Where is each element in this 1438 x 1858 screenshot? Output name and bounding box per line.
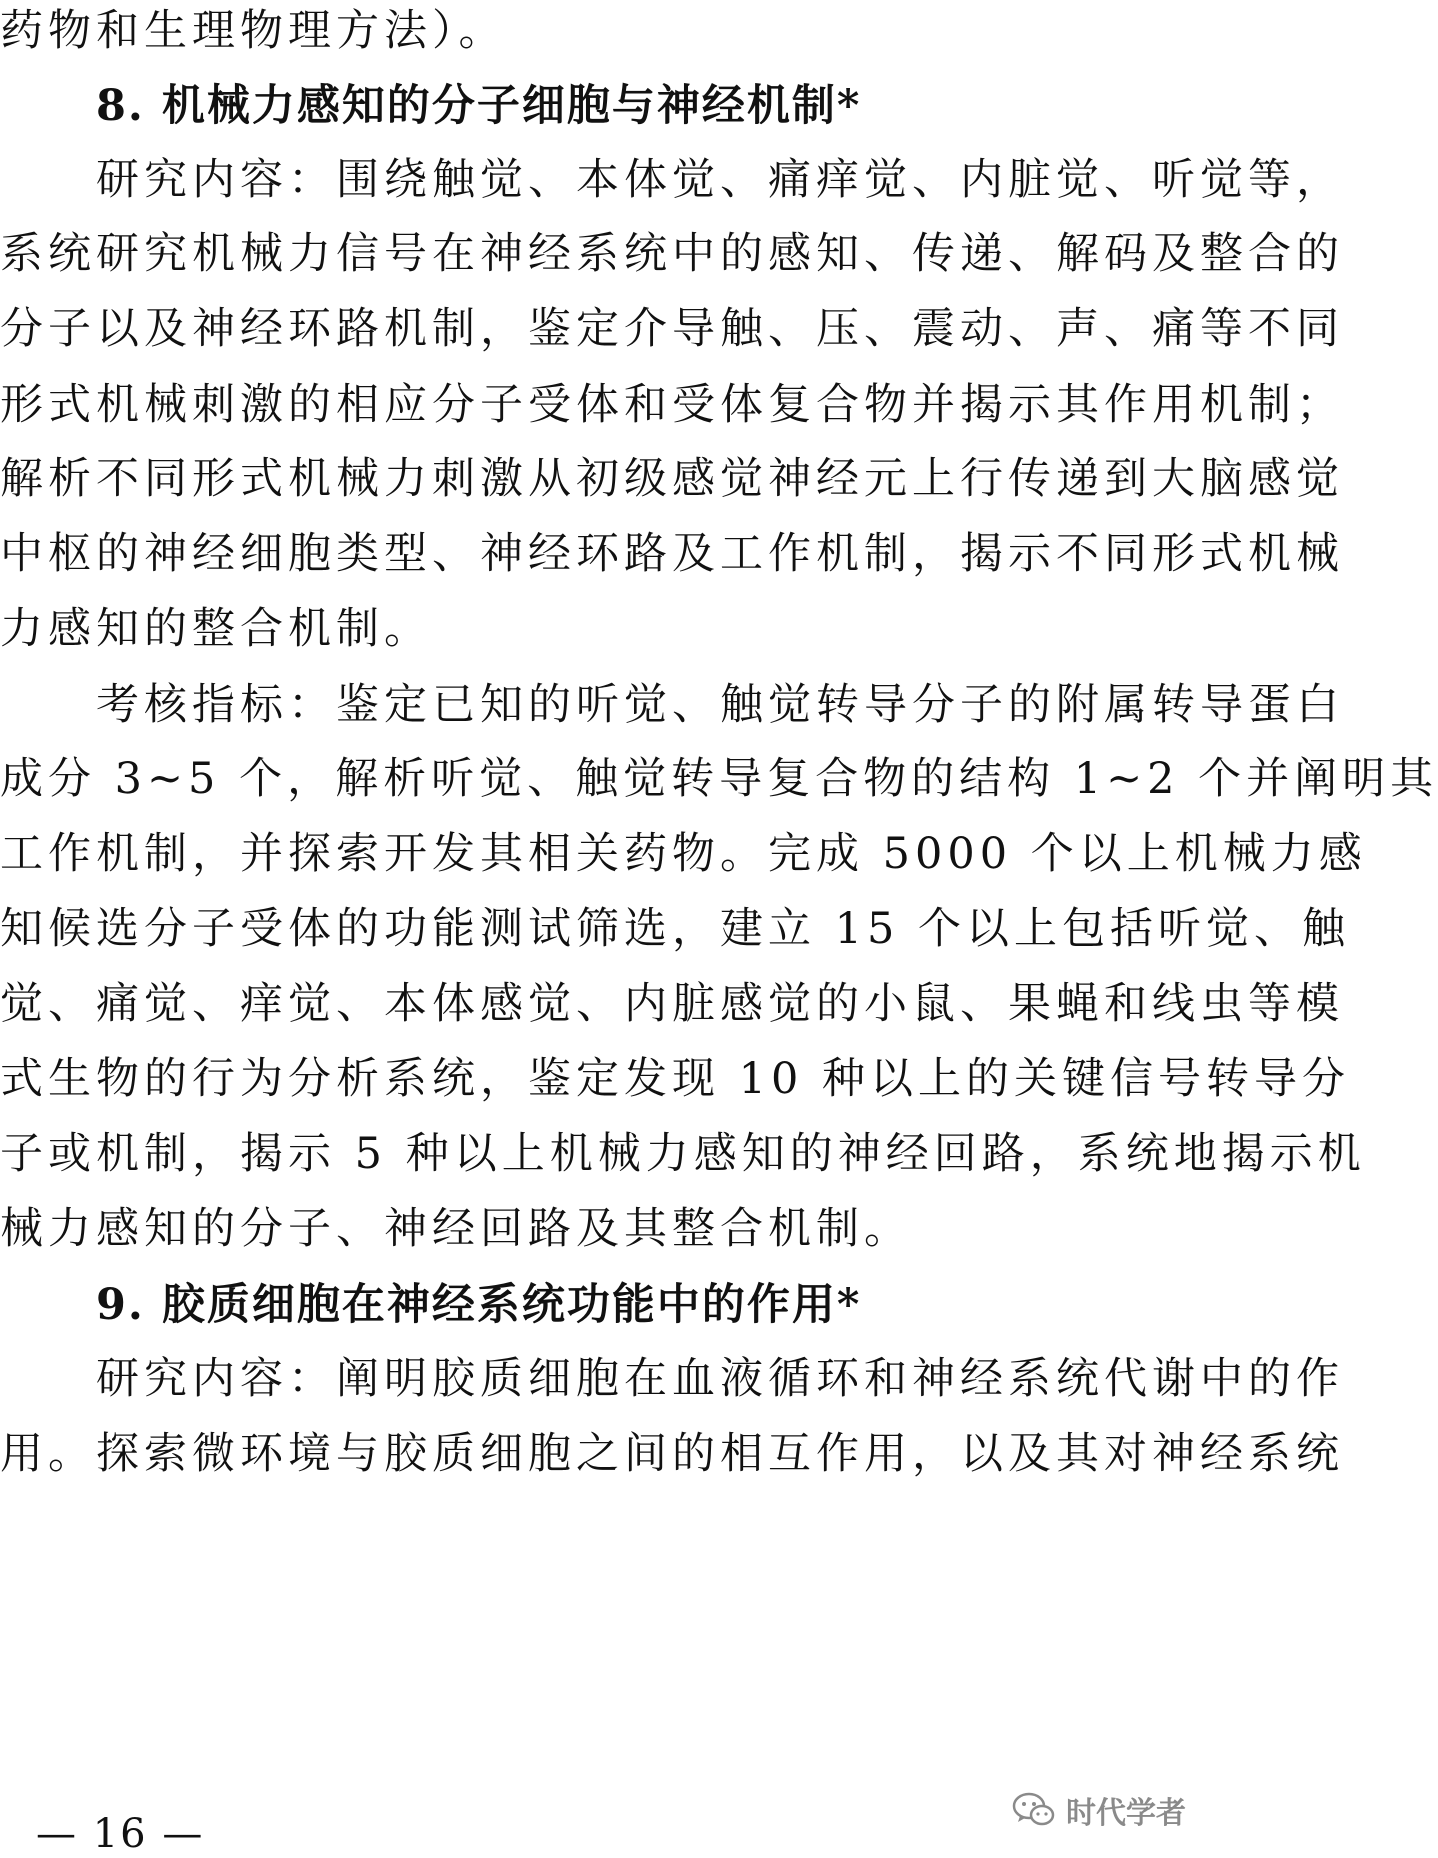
text-line: 药物和生理物理方法）。 — [0, 6, 507, 56]
wechat-icon — [1012, 1791, 1056, 1829]
paragraph-line: 研究内容：围绕触觉、本体觉、痛痒觉、内脏觉、听觉等， — [96, 155, 1344, 205]
paragraph-line: 考核指标：鉴定已知的听觉、触觉转导分子的附属转导蛋白 — [96, 680, 1344, 730]
paragraph-line: 系统研究机械力信号在神经系统中的感知、传递、解码及整合的 — [0, 229, 1344, 279]
paragraph-line: 械力感知的分子、神经回路及其整合机制。 — [0, 1204, 912, 1254]
paragraph-line: 形式机械刺激的相应分子受体和受体复合物并揭示其作用机制； — [0, 380, 1344, 430]
paragraph-line: 中枢的神经细胞类型、神经环路及工作机制，揭示不同形式机械 — [0, 529, 1344, 579]
paragraph-line: 工作机制，并探索开发其相关药物。完成 5000 个以上机械力感 — [0, 829, 1367, 879]
section-heading-9: 9. 胶质细胞在神经系统功能中的作用* — [96, 1280, 862, 1330]
watermark — [1012, 1782, 1186, 1838]
watermark-text: 时代学者 — [1066, 1797, 1186, 1830]
page-number: — 16 — — [36, 1811, 205, 1857]
paragraph-line: 子或机制，揭示 5 种以上机械力感知的神经回路，系统地揭示机 — [0, 1129, 1366, 1179]
section-heading-8: 8. 机械力感知的分子细胞与神经机制* — [96, 81, 862, 131]
paragraph-line: 成分 3~5 个，解析听觉、触觉转导复合物的结构 1~2 个并阐明其 — [0, 754, 1438, 804]
paragraph-line: 式生物的行为分析系统，鉴定发现 10 种以上的关键信号转导分 — [0, 1054, 1351, 1104]
paragraph-line: 知候选分子受体的功能测试筛选，建立 15 个以上包括听觉、触 — [0, 904, 1351, 954]
paragraph-line: 觉、痛觉、痒觉、本体感觉、内脏感觉的小鼠、果蝇和线虫等模 — [0, 979, 1344, 1029]
paragraph-line: 分子以及神经环路机制，鉴定介导触、压、震动、声、痛等不同 — [0, 304, 1344, 354]
paragraph-line: 研究内容：阐明胶质细胞在血液循环和神经系统代谢中的作 — [96, 1354, 1344, 1404]
paragraph-line: 力感知的整合机制。 — [0, 604, 432, 654]
paragraph-line: 解析不同形式机械力刺激从初级感觉神经元上行传递到大脑感觉 — [0, 454, 1344, 504]
paragraph-line: 用。探索微环境与胶质细胞之间的相互作用，以及其对神经系统 — [0, 1429, 1344, 1479]
